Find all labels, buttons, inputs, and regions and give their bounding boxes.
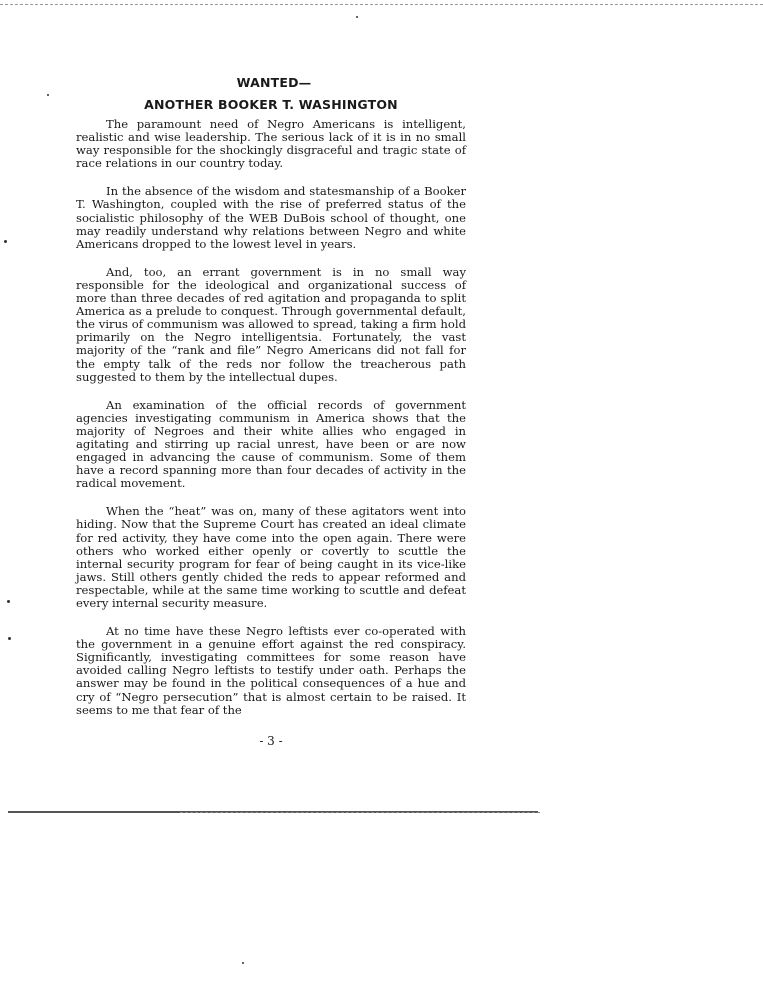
article-body bbox=[76, 118, 466, 732]
title-line-2: ANOTHER BOOKER T. WASHINGTON bbox=[144, 97, 398, 112]
scan-speck bbox=[4, 240, 7, 243]
scan-speck bbox=[7, 600, 10, 603]
paragraph: When the “heat” was on, many of these agitators went into hiding. Now that the Supreme Court has created an ideal climate for red activity, they have come into the open again. There were others who worked either openly or covertly to scuttle the internal security program for fear of being caught in its vice-like jaws. Still others gently chided the reds to appear reformed and respectable, while at the same time working to scuttle and defeat every internal security measure. bbox=[76, 504, 466, 610]
scan-speck bbox=[8, 637, 11, 640]
scan-speck bbox=[356, 16, 358, 18]
scan-speck bbox=[242, 962, 244, 964]
paragraph: At no time have these Negro leftists ever co-operated with the government in a genuine effort against the red conspiracy. Significantly, investigating committees for some reason have avoided calling Negro leftists to testify under oath. Perhaps the answer may be found in the political consequences of a hue and cry of “Negro persecution” that is almost certain to be raised. It seems to me that fear of the bbox=[76, 624, 466, 717]
scan-speck bbox=[47, 94, 49, 96]
paragraph: The paramount need of Negro Americans is intelligent, realistic and wise leadership. The serious lack of it is in no small way responsible for the shockingly disgraceful and tragic state of race relations in our country today. bbox=[76, 117, 466, 171]
paragraph: In the absence of the wisdom and statesmanship of a Booker T. Washington, coupled with the rise of preferred status of the socialistic philosophy of the WEB DuBois school of thought, one may readily understand why relations between Negro and white Americans dropped to the lowest level in years. bbox=[76, 184, 466, 251]
paragraph: An examination of the official records of government agencies investigating communism in America shows that the majority of Negroes and their white allies who engaged in agitating and stirring up racial unrest, have been or are now engaged in advancing the cause of communism. Some of them have a record spanning more than four decades of activity in the radical movement. bbox=[76, 397, 466, 491]
page-title bbox=[76, 72, 466, 116]
top-scan-edge bbox=[0, 4, 763, 5]
title-line-1: WANTED— bbox=[236, 75, 312, 90]
paragraph: And, too, an errant government is in no small way responsible for the ideological and organizational success of more than three decades of red agitation and propaganda to split America as a prelude to conquest. Through governmental default, the virus of communism was allowed to spread, taking a firm hold primarily on the Negro intelligentsia. Fortunately, the vast majority of the “rank and file” Negro Americans did not fall for the empty talk of the reds nor follow the treacherous path suggested to them by the intellectual dupes. bbox=[76, 264, 466, 384]
bottom-scan-edge-faint bbox=[180, 812, 540, 813]
page-number: - 3 - bbox=[259, 734, 283, 748]
